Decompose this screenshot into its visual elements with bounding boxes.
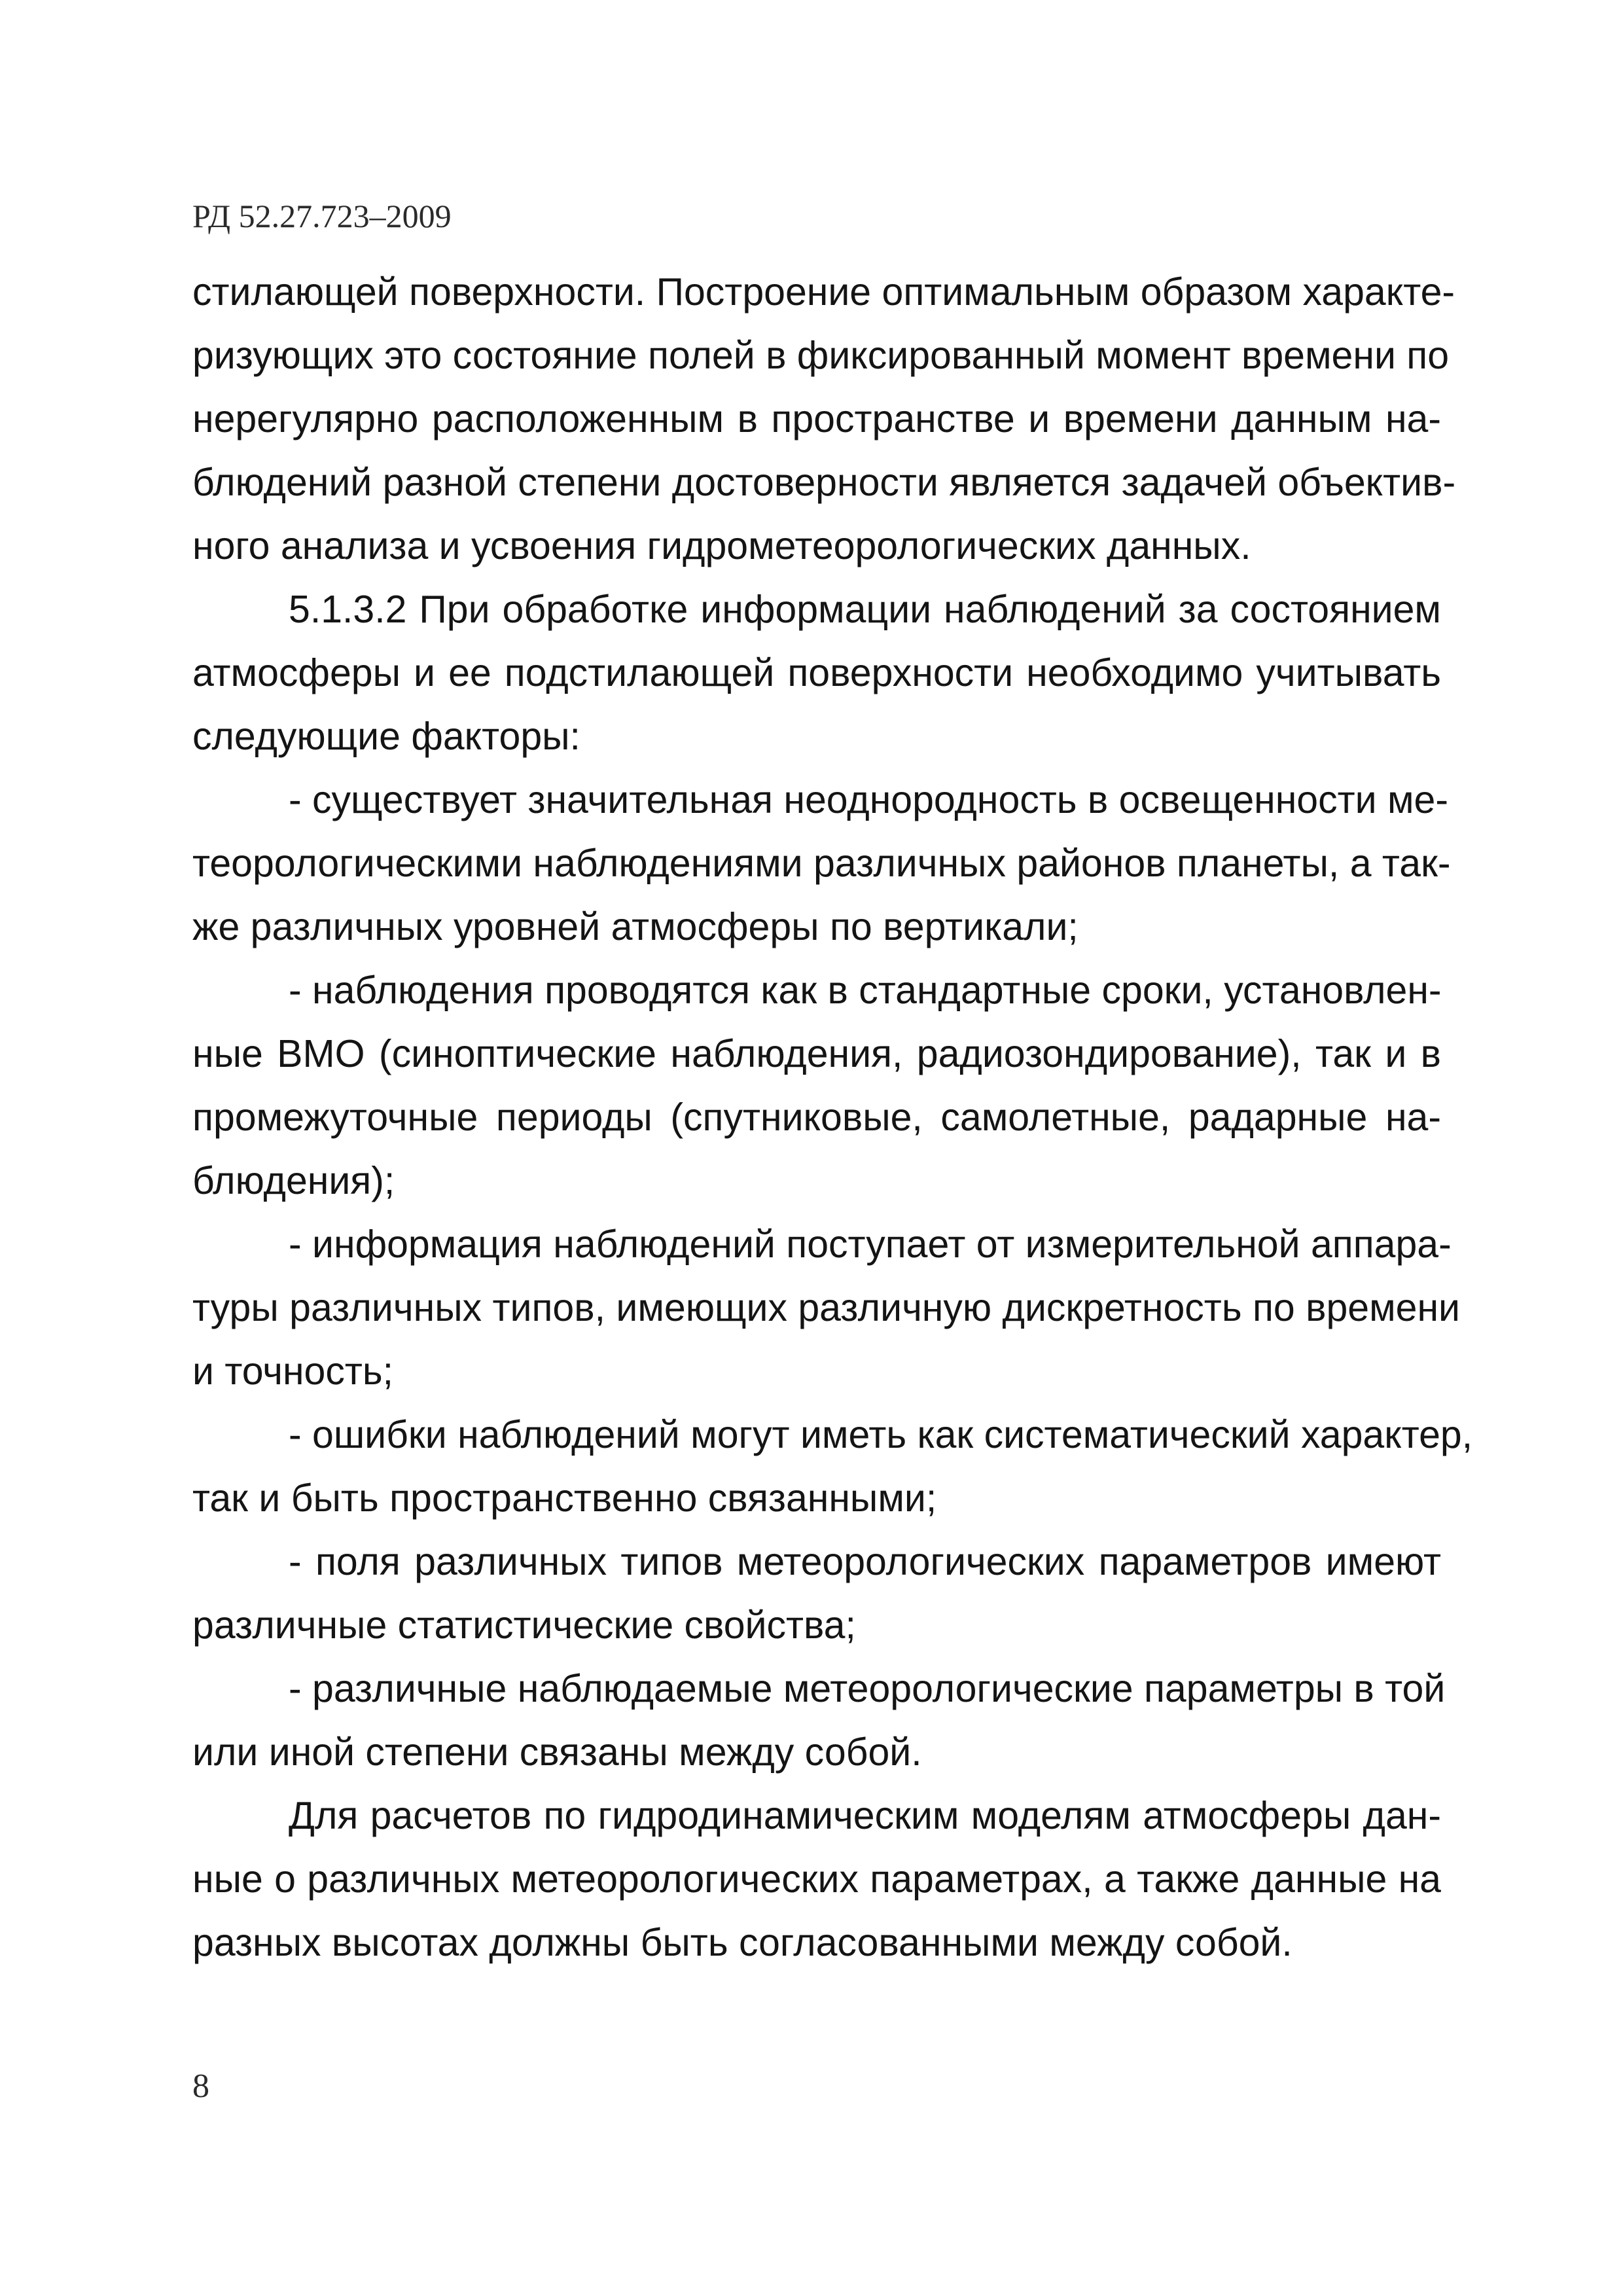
paragraph-closing	[192, 1784, 1441, 1975]
text-line: 5.1.3.2 При обработке информации наблюдений за состоянием	[289, 588, 1441, 631]
list-item-5	[192, 1530, 1441, 1657]
text-line: теорологическими наблюдениями различных районов планеты, а так-	[192, 842, 1451, 885]
list-item-3	[192, 1213, 1461, 1403]
running-header-document-code: РД 52.27.723–2009	[192, 198, 452, 234]
text-line: - информация наблюдений поступает от измерительной аппара-	[289, 1223, 1452, 1266]
list-item-4	[192, 1403, 1473, 1530]
body-text	[192, 260, 1473, 1975]
text-line: ризующих это состояние полей в фиксированный момент времени по	[192, 334, 1450, 377]
text-line: атмосферы и ее подстилающей поверхности необходимо учитывать	[192, 651, 1441, 694]
text-line: ного анализа и усвоения гидрометеорологических данных.	[192, 524, 1251, 567]
text-line: разных высотах должны быть согласованными между собой.	[192, 1921, 1293, 1964]
text-line: и точность;	[192, 1350, 394, 1393]
text-line: стилающей поверхности. Построение оптимальным образом характе-	[192, 270, 1455, 314]
text-line: следующие факторы:	[192, 715, 580, 758]
text-line: ные о различных метеорологических параметрах, а также данные на	[192, 1857, 1441, 1901]
list-item-6	[192, 1657, 1446, 1784]
text-line: промежуточные периоды (спутниковые, самолетные, радарные на-	[192, 1096, 1441, 1139]
text-line: Для расчетов по гидродинамическим моделям атмосферы дан-	[289, 1794, 1441, 1837]
text-line: блюдения);	[192, 1159, 395, 1202]
text-line: - ошибки наблюдений могут иметь как систематический характер,	[289, 1413, 1473, 1456]
text-line: или иной степени связаны между собой.	[192, 1731, 922, 1774]
paragraph-continuation	[192, 260, 1456, 578]
text-line: ные ВМО (синоптические наблюдения, радиозондирование), так и в	[192, 1032, 1441, 1075]
list-item-2	[192, 959, 1441, 1213]
list-item-1	[192, 768, 1451, 959]
paragraph-clause-5-1-3-2	[192, 578, 1441, 768]
text-line: различные статистические свойства;	[192, 1604, 856, 1647]
page-number: 8	[192, 2068, 209, 2105]
text-line: же различных уровней атмосферы по вертикали;	[192, 905, 1079, 948]
text-line: - различные наблюдаемые метеорологические параметры в той	[289, 1667, 1446, 1710]
text-line: туры различных типов, имеющих различную дискретность по времени	[192, 1286, 1461, 1329]
text-line: - существует значительная неоднородность в освещенности ме-	[289, 778, 1449, 821]
text-line: - наблюдения проводятся как в стандартные сроки, установлен-	[289, 969, 1442, 1012]
text-line: нерегулярно расположенным в пространстве и времени данным на-	[192, 397, 1441, 440]
text-line: блюдений разной степени достоверности является задачей объектив-	[192, 461, 1456, 504]
text-line: так и быть пространственно связанными;	[192, 1477, 937, 1520]
text-line: - поля различных типов метеорологических параметров имеют	[289, 1540, 1441, 1583]
